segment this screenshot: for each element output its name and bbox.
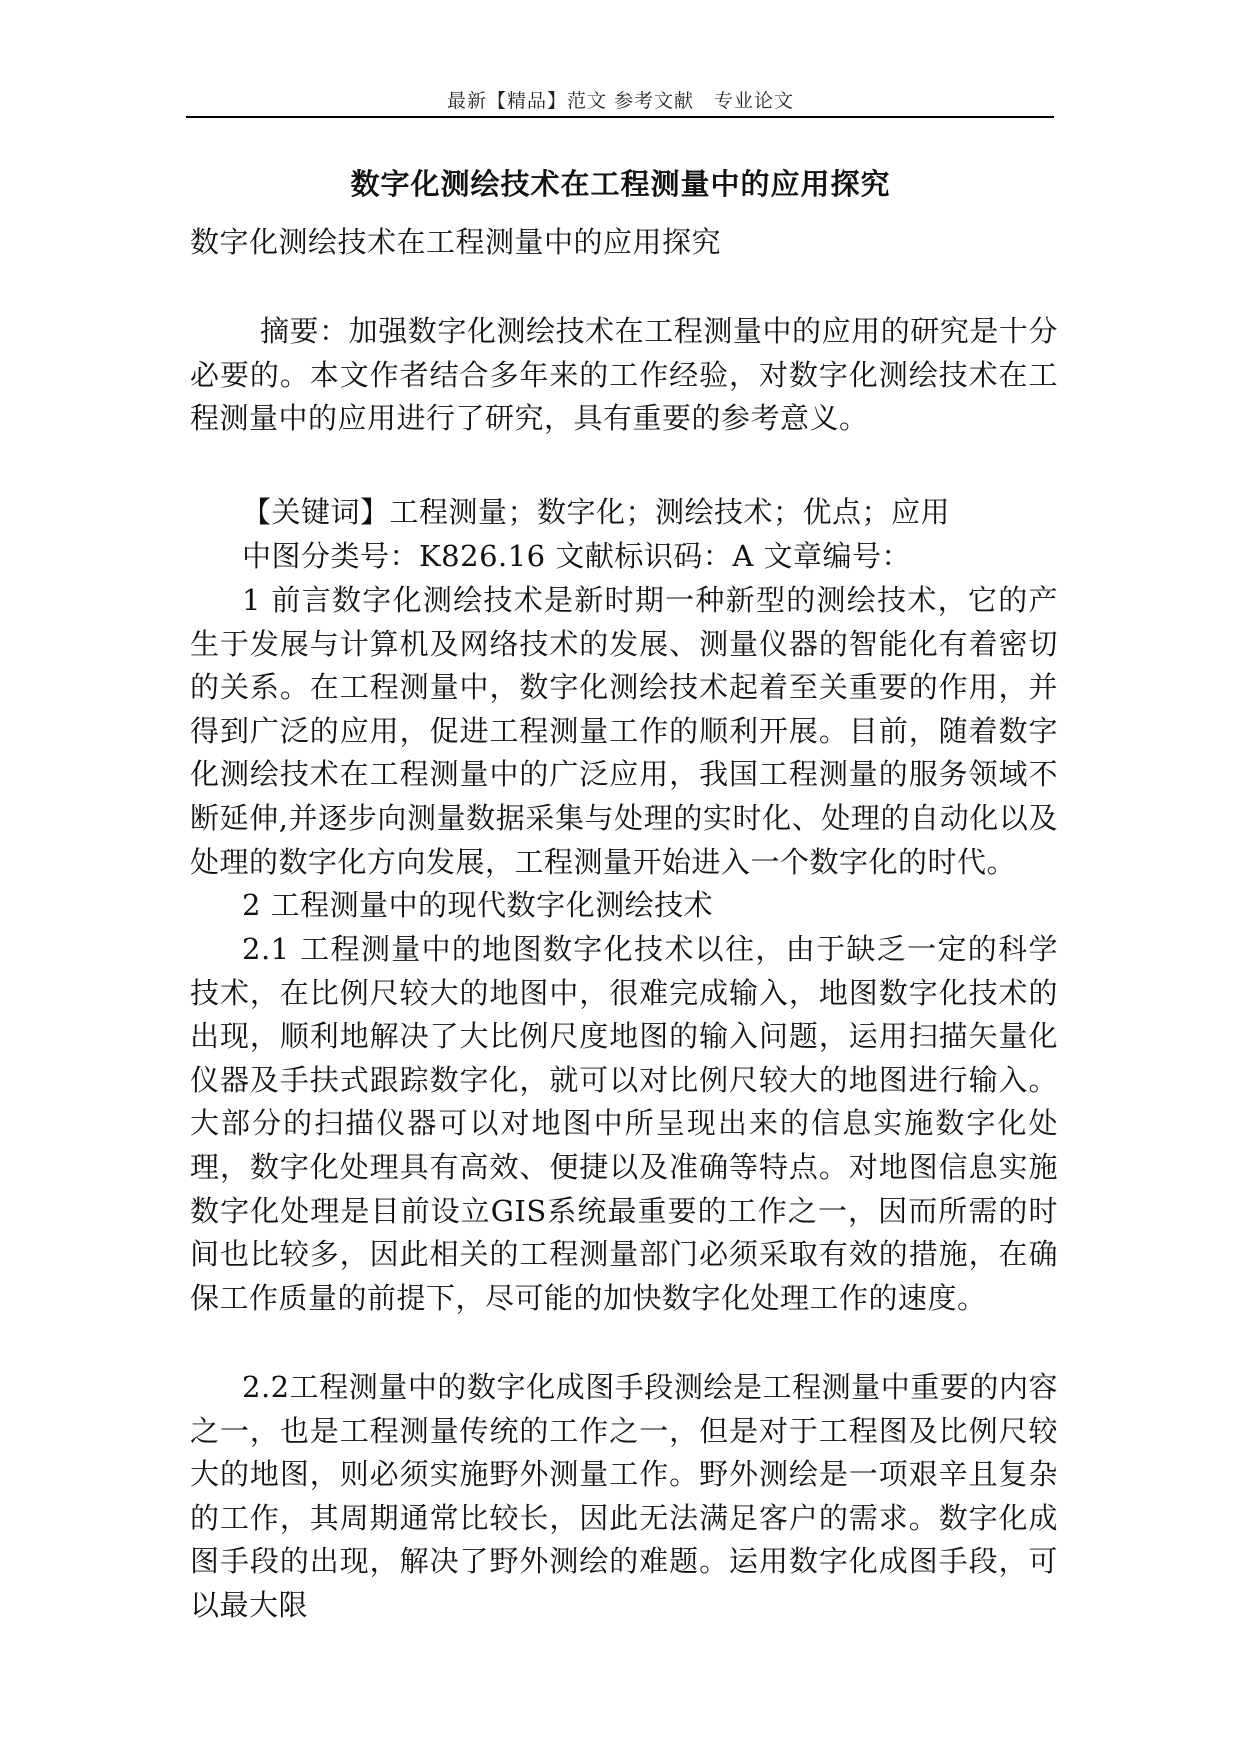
running-header: 最新【精品】范文 参考文献 专业论文 bbox=[446, 90, 795, 112]
document-subtitle: 数字化测绘技术在工程测量中的应用探究 bbox=[190, 225, 722, 259]
abstract-paragraph: 摘要：加强数字化测绘技术在工程测量中的应用的研究是十分必要的。本文作者结合多年来的工作经验，对数字化测绘技术在工程测量中的应用进行了研究，具有重要的参考意义。 bbox=[190, 314, 1058, 436]
section-2-heading: 2 工程测量中的现代数字化测绘技术 bbox=[242, 888, 714, 922]
section-1-paragraph: 1 前言数字化测绘技术是新时期一种新型的测绘技术，它的产生于发展与计算机及网络技术的发展、测量仪器的智能化有着密切的关系。在工程测量中，数字化测绘技术起着至关重要的作用，并得到广泛的应用，促进工程测量工作的顺利开展。目前，随着数字化测绘技术在工程测量中的广泛应用，我国工程测量的服务领域不断延伸,并逐步向测量数据采集与处理的实时化、处理的自动化以及处理的数字化方向发展，工程测量开始进入一个数字化的时代。 bbox=[190, 583, 1058, 879]
section-2-1-paragraph: 2.1 工程测量中的地图数字化技术以往，由于缺乏一定的科学技术，在比例尺较大的地图中，很难完成输入，地图数字化技术的出现，顺利地解决了大比例尺度地图的输入问题，运用扫描矢量化仪器及手扶式跟踪数字化，就可以对比例尺较大的地图进行输入。大部分的扫描仪器可以对地图中所呈现出来的信息实施数字化处理，数字化处理具有高效、便捷以及准确等特点。对地图信息实施数字化处理是目前设立GIS系统最重要的工作之一，因而所需的时间也比较多，因此相关的工程测量部门必须采取有效的措施，在确保工作质量的前提下，尽可能的加快数字化处理工作的速度。 bbox=[190, 932, 1058, 1315]
classification-line: 中图分类号：K826.16 文献标识码：A 文章编号： bbox=[242, 539, 912, 573]
document-title: 数字化测绘技术在工程测量中的应用探究 bbox=[350, 167, 891, 201]
keywords-line: 【关键词】工程测量；数字化；测绘技术；优点；应用 bbox=[242, 495, 951, 529]
header-divider bbox=[186, 116, 1054, 118]
section-2-2-paragraph: 2.2工程测量中的数字化成图手段测绘是工程测量中重要的内容之一，也是工程测量传统的工作之一，但是对于工程图及比例尺较大的地图，则必须实施野外测量工作。野外测绘是一项艰辛且复杂的工作，其周期通常比较长，因此无法满足客户的需求。数字化成图手段的出现，解决了野外测绘的难题。运用数字化成图手段，可以最大限 bbox=[190, 1370, 1058, 1622]
